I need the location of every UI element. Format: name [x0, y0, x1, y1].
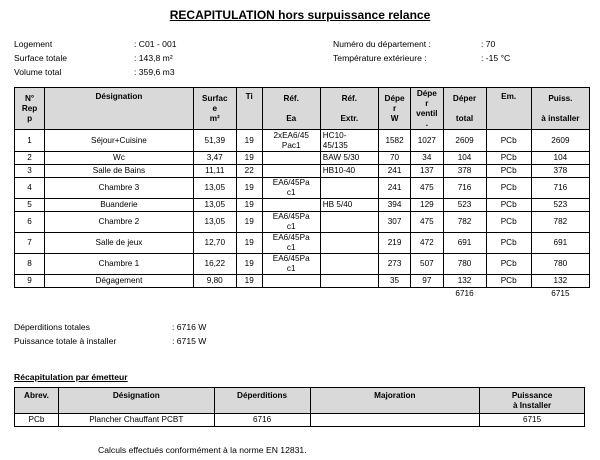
- cell-em: PCb: [486, 178, 531, 199]
- info-departement-value: : 70: [481, 39, 496, 49]
- recap-cell-deperditions: 6716: [214, 414, 310, 427]
- cell-em: PCb: [486, 254, 531, 275]
- info-temperature-label: Température extérieure :: [333, 53, 427, 63]
- cell-n: 1: [15, 130, 45, 152]
- cell-surface: 13,05: [193, 212, 236, 233]
- cell-designation: Wc: [45, 152, 194, 165]
- table-row: [15, 254, 590, 275]
- cell-ea: EA6/45Pa c1: [262, 178, 320, 199]
- cell-surface: 11,11: [193, 165, 236, 178]
- table-row: [15, 152, 590, 165]
- header-deper-w: Dépe r W: [378, 88, 410, 130]
- cell-total: 691: [443, 233, 486, 254]
- cell-w: 273: [378, 254, 410, 275]
- recap-table: [14, 87, 590, 301]
- cell-extr: [320, 212, 378, 233]
- cell-em: PCb: [486, 212, 531, 233]
- cell-puiss: 2609: [531, 130, 589, 152]
- cell-puiss: 691: [531, 233, 589, 254]
- recap-header-puissance: Puissance à Installer: [480, 388, 585, 414]
- cell-ea: [262, 152, 320, 165]
- header-deper-total: Déper total: [443, 88, 486, 130]
- cell-ventil: 475: [411, 212, 443, 233]
- cell-surface: 13,05: [193, 178, 236, 199]
- summary-puissance-value: : 6715 W: [172, 336, 207, 346]
- cell-puiss: 782: [531, 212, 589, 233]
- table-row: [15, 130, 590, 152]
- recap-header-deperditions: Déperditions: [214, 388, 310, 414]
- header-deper-ventil: Dépe r ventil .: [411, 88, 443, 130]
- header-puiss: Puiss. à installer: [531, 88, 589, 130]
- totals-empty-cell: [262, 288, 320, 301]
- cell-ea: 2xEA6/45 Pac1: [262, 130, 320, 152]
- table-row: [15, 212, 590, 233]
- info-departement-label: Numéro du département :: [333, 39, 431, 49]
- footer-note: Calculs effectués conformément à la norme EN 12831.: [98, 445, 307, 455]
- totals-empty-cell: [236, 288, 262, 301]
- table-row: [15, 233, 590, 254]
- cell-ea: [262, 165, 320, 178]
- totals-empty-cell: [193, 288, 236, 301]
- totals-empty-cell: [411, 288, 443, 301]
- info-surface-value: : 143,8 m²: [134, 53, 173, 63]
- cell-puiss: 716: [531, 178, 589, 199]
- cell-n: 5: [15, 199, 45, 212]
- table-row: [15, 178, 590, 199]
- cell-surface: 16,22: [193, 254, 236, 275]
- recap-header-abrev: Abrev.: [15, 388, 59, 414]
- cell-ti: 19: [236, 275, 262, 288]
- cell-extr: [320, 254, 378, 275]
- cell-em: PCb: [486, 152, 531, 165]
- cell-w: 70: [378, 152, 410, 165]
- info-temperature-value: : -15 °C: [481, 53, 511, 63]
- cell-designation: Salle de jeux: [45, 233, 194, 254]
- totals-empty-cell: [486, 288, 531, 301]
- cell-puiss: 104: [531, 152, 589, 165]
- cell-extr: HB 5/40: [320, 199, 378, 212]
- recap-header-majoration: Majoration: [310, 388, 480, 414]
- cell-em: PCb: [486, 199, 531, 212]
- cell-em: PCb: [486, 275, 531, 288]
- cell-total: 782: [443, 212, 486, 233]
- totals-empty-cell: [45, 288, 194, 301]
- cell-ventil: 137: [411, 165, 443, 178]
- emetteur-row: [15, 414, 585, 427]
- totals-empty-cell: [378, 288, 410, 301]
- cell-ventil: 1027: [411, 130, 443, 152]
- cell-ventil: 472: [411, 233, 443, 254]
- cell-w: 1582: [378, 130, 410, 152]
- cell-ea: [262, 199, 320, 212]
- cell-designation: Salle de Bains: [45, 165, 194, 178]
- cell-surface: 9,80: [193, 275, 236, 288]
- cell-designation: Buanderie: [45, 199, 194, 212]
- header-em: Em.: [486, 88, 531, 130]
- cell-extr: HB10-40: [320, 165, 378, 178]
- info-right: [333, 37, 593, 67]
- cell-ea: EA6/45Pa c1: [262, 233, 320, 254]
- cell-n: 8: [15, 254, 45, 275]
- cell-em: PCb: [486, 233, 531, 254]
- cell-designation: Séjour+Cuisine: [45, 130, 194, 152]
- info-logement-value: : C01 - 001: [134, 39, 177, 49]
- cell-extr: [320, 233, 378, 254]
- cell-ea: EA6/45Pa c1: [262, 254, 320, 275]
- info-surface-label: Surface totale: [14, 53, 68, 63]
- cell-puiss: 780: [531, 254, 589, 275]
- cell-extr: HC10- 45/135: [320, 130, 378, 152]
- cell-ventil: 97: [411, 275, 443, 288]
- header-surface: Surfac e m²: [193, 88, 236, 130]
- cell-ventil: 34: [411, 152, 443, 165]
- cell-total: 132: [443, 275, 486, 288]
- table-header-row: [15, 88, 590, 130]
- recap-cell-abrev: PCb: [15, 414, 59, 427]
- total-puissance: 6715: [551, 289, 570, 299]
- cell-w: 219: [378, 233, 410, 254]
- cell-ti: 19: [236, 199, 262, 212]
- cell-n: 3: [15, 165, 45, 178]
- cell-n: 6: [15, 212, 45, 233]
- cell-w: 307: [378, 212, 410, 233]
- recap-cell-majoration: [310, 414, 480, 427]
- cell-n: 4: [15, 178, 45, 199]
- cell-w: 241: [378, 178, 410, 199]
- header-ref-ea: Réf. Ea: [262, 88, 320, 130]
- emetteur-table: [14, 387, 585, 427]
- cell-w: 394: [378, 199, 410, 212]
- cell-ventil: 129: [411, 199, 443, 212]
- cell-ti: 19: [236, 130, 262, 152]
- cell-extr: [320, 275, 378, 288]
- emetteur-header-row: [15, 388, 585, 414]
- info-volume-label: Volume total: [14, 67, 62, 77]
- cell-ti: 22: [236, 165, 262, 178]
- cell-puiss: 523: [531, 199, 589, 212]
- cell-total: 2609: [443, 130, 486, 152]
- recap-emetteur-title: Récapitulation par émetteur: [14, 372, 128, 382]
- summary-deperditions-value: : 6716 W: [172, 322, 207, 332]
- summary: [14, 322, 314, 352]
- cell-extr: BAW 5/30: [320, 152, 378, 165]
- cell-total: 104: [443, 152, 486, 165]
- cell-w: 241: [378, 165, 410, 178]
- cell-ti: 19: [236, 152, 262, 165]
- cell-ventil: 507: [411, 254, 443, 275]
- summary-deperditions-label: Déperditions totales: [14, 322, 90, 332]
- cell-designation: Chambre 1: [45, 254, 194, 275]
- recap-cell-designation: Plancher Chauffant PCBT: [58, 414, 214, 427]
- summary-puissance-label: Puissance totale à installer: [14, 336, 117, 346]
- page-title: RECAPITULATION hors surpuissance relance: [169, 8, 431, 22]
- cell-total: 716: [443, 178, 486, 199]
- cell-designation: Chambre 3: [45, 178, 194, 199]
- cell-n: 9: [15, 275, 45, 288]
- header-designation: Désignation: [45, 88, 194, 130]
- cell-w: 35: [378, 275, 410, 288]
- info-left: [14, 37, 314, 81]
- info-logement-label: Logement: [14, 39, 53, 49]
- total-deperditions: 6716: [455, 289, 474, 299]
- cell-surface: 3,47: [193, 152, 236, 165]
- recap-cell-puissance: 6715: [480, 414, 585, 427]
- cell-designation: Chambre 2: [45, 212, 194, 233]
- info-volume-value: : 359,6 m3: [134, 67, 175, 77]
- cell-ea: [262, 275, 320, 288]
- cell-ti: 19: [236, 212, 262, 233]
- cell-em: PCb: [486, 165, 531, 178]
- cell-puiss: 132: [531, 275, 589, 288]
- cell-ti: 19: [236, 254, 262, 275]
- cell-extr: [320, 178, 378, 199]
- table-row: [15, 165, 590, 178]
- cell-ventil: 475: [411, 178, 443, 199]
- header-n: N° Rep p: [15, 88, 45, 130]
- cell-designation: Dégagement: [45, 275, 194, 288]
- cell-ti: 19: [236, 178, 262, 199]
- table-row: [15, 275, 590, 288]
- cell-surface: 13,05: [193, 199, 236, 212]
- cell-ea: EA6/45Pa c1: [262, 212, 320, 233]
- cell-surface: 12,70: [193, 233, 236, 254]
- cell-ti: 19: [236, 233, 262, 254]
- cell-em: PCb: [486, 130, 531, 152]
- cell-n: 7: [15, 233, 45, 254]
- totals-empty-cell: [15, 288, 45, 301]
- header-ti: Ti: [236, 88, 262, 130]
- totals-row: [15, 288, 590, 301]
- cell-total: 378: [443, 165, 486, 178]
- cell-surface: 51,39: [193, 130, 236, 152]
- totals-empty-cell: [320, 288, 378, 301]
- recap-header-designation: Désignation: [58, 388, 214, 414]
- cell-total: 780: [443, 254, 486, 275]
- header-ref-extr: Réf. Extr.: [320, 88, 378, 130]
- cell-total: 523: [443, 199, 486, 212]
- table-row: [15, 199, 590, 212]
- cell-puiss: 378: [531, 165, 589, 178]
- cell-n: 2: [15, 152, 45, 165]
